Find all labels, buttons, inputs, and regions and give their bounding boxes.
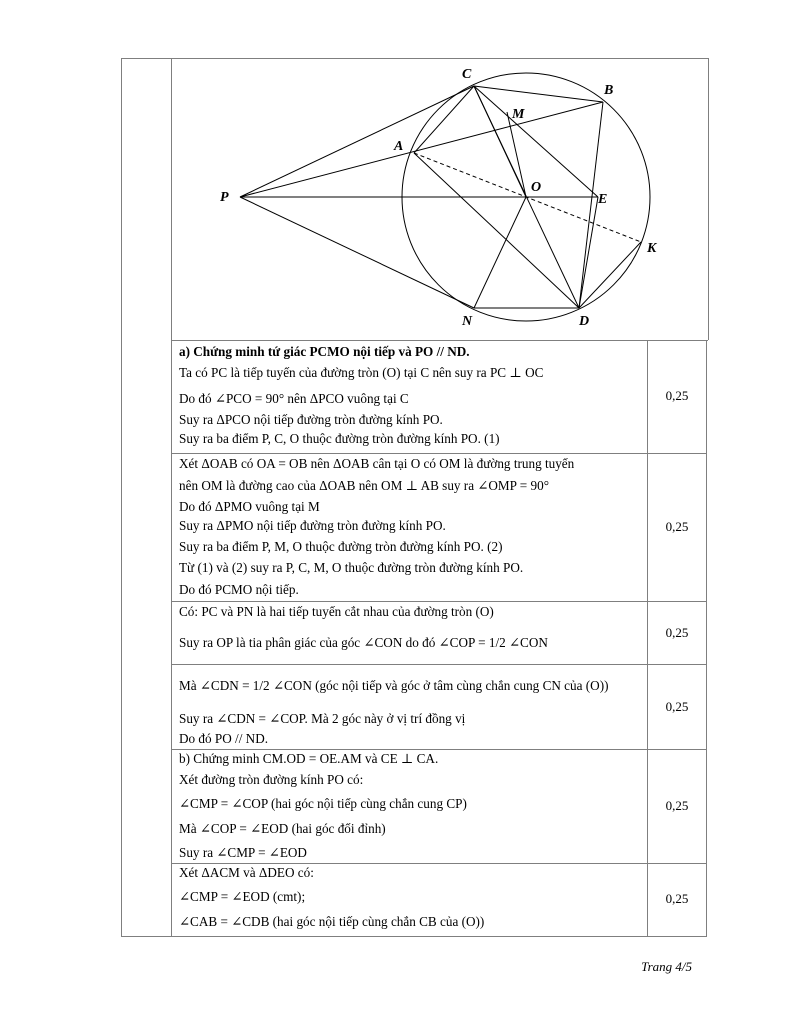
point-label-C: C bbox=[462, 67, 472, 82]
solution-line: b) Chứng minh CM.OD = OE.AM và CE ⊥ CA. bbox=[179, 751, 439, 766]
point-label-N: N bbox=[462, 314, 473, 329]
solution-row-6 bbox=[179, 866, 645, 936]
point-label-B: B bbox=[604, 83, 614, 98]
score-value: 0,25 bbox=[665, 798, 689, 813]
solution-line: Ta có PC là tiếp tuyến của đường tròn (O) tại C nên suy ra PC ⊥ OC bbox=[179, 365, 544, 380]
solution-line: ∠CAB = ∠CDB (hai góc nội tiếp cùng chắn CB của (O)) bbox=[179, 914, 485, 929]
point-label-M: M bbox=[512, 107, 525, 122]
solution-line: Do đó PCMO nội tiếp. bbox=[179, 582, 299, 597]
solution-line: Do đó PO // ND. bbox=[179, 731, 269, 746]
solution-line: Có: PC và PN là hai tiếp tuyến cắt nhau của đường tròn (O) bbox=[179, 604, 494, 619]
figure-right-border bbox=[708, 58, 709, 340]
point-label-O: O bbox=[531, 180, 542, 195]
point-label-A: A bbox=[394, 139, 404, 154]
solution-line: ∠CMP = ∠COP (hai góc nội tiếp cùng chắn cung CP) bbox=[179, 796, 467, 811]
solution-row-4 bbox=[179, 667, 645, 749]
score-value: 0,25 bbox=[665, 699, 689, 714]
solution-line: ∠CMP = ∠EOD (cmt); bbox=[179, 889, 306, 904]
solution-line: Suy ra ∠CDN = ∠COP. Mà 2 góc này ở vị trí đồng vị bbox=[179, 711, 466, 726]
solution-line: Suy ra ΔPMO nội tiếp đường tròn đường kính PO. bbox=[179, 518, 446, 533]
solution-line: Do đó ∠PCO = 90° nên ΔPCO vuông tại C bbox=[179, 391, 409, 406]
score-value: 0,25 bbox=[665, 625, 689, 640]
solution-line: Mà ∠COP = ∠EOD (hai góc đối đỉnh) bbox=[179, 821, 386, 836]
row-separator bbox=[171, 664, 707, 665]
table-right-border bbox=[706, 340, 707, 937]
solution-line: Suy ra ba điểm P, C, O thuộc đường tròn đường kính PO. (1) bbox=[179, 431, 500, 446]
point-label-D: D bbox=[579, 314, 590, 329]
row-separator bbox=[171, 453, 707, 454]
solution-row-1 bbox=[179, 343, 645, 453]
solution-line: Suy ra ∠CMP = ∠EOD bbox=[179, 845, 307, 860]
page-number: Trang 4/5 bbox=[641, 959, 692, 974]
table-left-border bbox=[121, 58, 122, 937]
solution-line: Mà ∠CDN = 1/2 ∠CON (góc nội tiếp và góc ở tâm cùng chắn cung CN của (O)) bbox=[179, 678, 609, 693]
solution-line: a) Chứng minh tứ giác PCMO nội tiếp và PO // ND. bbox=[179, 344, 470, 359]
solution-row-3 bbox=[179, 604, 645, 664]
point-label-E: E bbox=[598, 192, 608, 207]
solution-line: nên OM là đường cao của ΔOAB nên OM ⊥ AB suy ra ∠OMP = 90° bbox=[179, 478, 549, 493]
table-bottom-border bbox=[121, 936, 707, 937]
row-separator bbox=[171, 863, 707, 864]
figure-bottom-border bbox=[171, 340, 708, 341]
solution-line: Xét đường tròn đường kính PO có: bbox=[179, 772, 364, 787]
solution-row-5 bbox=[179, 752, 645, 863]
geometry-figure bbox=[172, 59, 708, 340]
row-separator bbox=[171, 601, 707, 602]
solution-line: Từ (1) và (2) suy ra P, C, M, O thuộc đường tròn đường kính PO. bbox=[179, 560, 524, 575]
point-label-K: K bbox=[647, 241, 657, 256]
solution-line: Xét ΔACM và ΔDEO có: bbox=[179, 865, 314, 880]
solution-line: Suy ra ΔPCO nội tiếp đường tròn đường kính PO. bbox=[179, 412, 443, 427]
score-value: 0,25 bbox=[665, 388, 689, 403]
solution-line: Suy ra OP là tia phân giác của góc ∠CON do đó ∠COP = 1/2 ∠CON bbox=[179, 635, 548, 650]
row-separator bbox=[171, 749, 707, 750]
score-value: 0,25 bbox=[665, 519, 689, 534]
solution-row-2 bbox=[179, 456, 645, 601]
solution-line: Suy ra ba điểm P, M, O thuộc đường tròn đường kính PO. (2) bbox=[179, 539, 503, 554]
solution-line: Do đó ΔPMO vuông tại M bbox=[179, 499, 320, 514]
point-label-P: P bbox=[220, 190, 229, 205]
score-value: 0,25 bbox=[665, 891, 689, 906]
solution-line: Xét ΔOAB có OA = OB nên ΔOAB cân tại O có OM là đường trung tuyến bbox=[179, 456, 575, 471]
